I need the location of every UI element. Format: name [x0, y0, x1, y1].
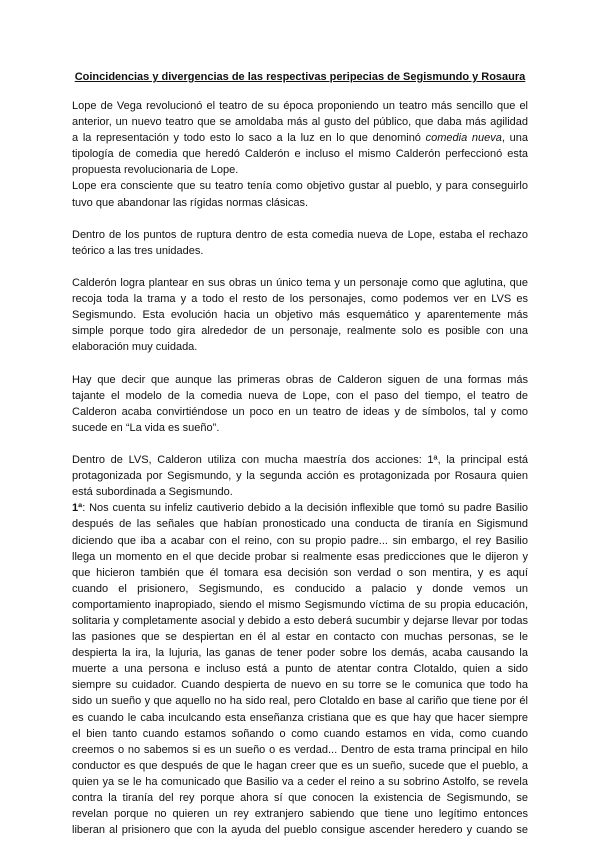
italic-text: comedia nueva: [425, 132, 502, 145]
text-line: [72, 162, 528, 178]
text-line: [72, 323, 528, 339]
paragraph: [72, 452, 528, 500]
text-line: [72, 613, 528, 629]
paragraph: [72, 178, 528, 210]
paragraph-spacer: [72, 211, 528, 227]
text-segment: el bien tanto cuando estamos soñando o como cuando estamos en vida, como cuando: [72, 727, 528, 740]
text-segment: que hicieron también que él tomara esa decisión son verdad o son mentira, y es aquí: [72, 566, 528, 579]
paragraph-spacer: [72, 259, 528, 275]
text-segment: elaboración muy cuidada.: [72, 341, 198, 354]
text-line: [72, 227, 528, 243]
text-segment: después de las señales que habían pronosticado una conducta de tiranía en Sigismund: [72, 518, 528, 531]
text-line: [72, 146, 528, 162]
text-line: [72, 307, 528, 323]
text-line: [72, 420, 528, 436]
text-segment: está subordinada a Segismundo.: [72, 486, 233, 499]
text-segment: tipología de comedia que heredó Calderón e incluso el mismo Calderón perfeccionó esta: [72, 148, 528, 161]
text-line: [72, 98, 528, 114]
text-segment: Calderón logra plantear en sus obras un único tema y un personaje como que aglutina, que: [72, 277, 528, 290]
text-segment: creemos o no sabemos si es un sueño o es verdad... Dentro de esta trama principal en hilo: [72, 743, 528, 756]
text-line: [72, 484, 528, 500]
text-line: [72, 195, 528, 211]
text-segment: Hay que decir que aunque las primeras obras de Calderon siguen de una formas más: [72, 373, 528, 386]
text-segment: conductor es que después de que le hagan creer que es un sueño, sucede que el pueblo, a: [72, 759, 528, 772]
text-line: [72, 339, 528, 355]
text-segment: cuando el prisionero, Segismundo, es conducido a palacio y donde vemos un: [72, 582, 528, 595]
text-segment: sucede en “La vida es sueño”.: [72, 421, 220, 434]
text-line: [72, 372, 528, 388]
text-segment: es cuando le caba inculcando esta enseñanza cristiana que es que hay que hacer siempre: [72, 711, 528, 724]
paragraph: [72, 98, 528, 178]
text-segment: teórico a las tres unidades.: [72, 244, 204, 257]
text-segment: propuesta revolucionaria de Lope.: [72, 164, 239, 177]
text-line: [72, 468, 528, 484]
text-line: [72, 629, 528, 645]
text-line: [72, 742, 528, 758]
text-segment: muerte a una persona e incluso está a punto de atentar contra Clotaldo, quien a sido: [72, 663, 528, 676]
text-segment: despierta la ira, la lujuria, las ganas de tener poder sobre los demás, acaba causando la: [72, 647, 528, 660]
paragraph-spacer: [72, 436, 528, 452]
text-segment: revelan porque no quieren un rey extranjero sabiendo que tiene uno legítimo entonces: [72, 808, 528, 821]
text-line: [72, 774, 528, 790]
paragraph: [72, 500, 528, 838]
text-segment: quien ya se le ha comunicado que Basilio va a ceder el reino a su sobrino Astolfo, se revela: [72, 775, 528, 788]
text-segment: comportamiento inapropiado, siendo el mismo Segismundo víctima de su propia educación,: [72, 598, 528, 611]
text-line: [72, 243, 528, 259]
text-line: [72, 645, 528, 661]
text-segment: a la representación y todo esto lo saco a la luz en lo que denominó: [72, 132, 426, 145]
text-line: [72, 565, 528, 581]
text-segment: las pasiones que se despiertan en él al estar en contacto con muchas personas, se le: [72, 631, 528, 644]
paragraph: [72, 275, 528, 355]
text-segment: siempre su cuidador. Cuando despierta de nuevo en su torre se le comunica que todo ha: [72, 679, 528, 692]
text-line: [72, 452, 528, 468]
text-line: [72, 533, 528, 549]
text-segment: liberan al prisionero que con la ayuda del pueblo consigue ascender heredero y cuando se: [72, 824, 528, 837]
text-segment: Dentro de LVS, Calderon utiliza con mucha maestría dos acciones: 1ª, la principal está: [72, 454, 528, 467]
text-line: [72, 661, 528, 677]
document-title: Coincidencias y divergencias de las respectivas peripecias de Segismundo y Rosaura: [74, 71, 526, 83]
text-segment: Lope de Vega revolucionó el teatro de su época proponiendo un teatro más sencillo que el: [72, 100, 528, 112]
text-line: [72, 291, 528, 307]
text-segment: simple porque todo gira alrededor de un personaje, realmente solo es posible con una: [72, 325, 528, 338]
text-segment: : Nos cuenta su infeliz cautiverio debido a la decisión inflexible que tomó su padre Basilio: [82, 502, 528, 515]
text-segment: diciendo que iba a acabar con el reino, con su propio padre... sin embargo, el rey Basilio: [72, 534, 528, 547]
text-segment: anterior, un nuevo teatro que se amoldaba más al gusto del público, que daba más agilidad: [72, 116, 528, 129]
text-segment: recoja toda la trama y a todo el resto de los personajes, como podemos ver en LVS es: [72, 293, 528, 306]
text-line: [72, 275, 528, 291]
text-line: [72, 677, 528, 693]
text-line: [72, 693, 528, 709]
paragraph-spacer: [72, 356, 528, 372]
text-segment: contra la tiranía del rey porque ahora sí que conocen la existencia de Segismundo, se: [72, 792, 528, 805]
text-line: [72, 806, 528, 822]
text-line: [72, 388, 528, 404]
text-line: [72, 549, 528, 565]
text-line: [72, 597, 528, 613]
text-segment: Dentro de los puntos de ruptura dentro de esta comedia nueva de Lope, estaba el rechazo: [72, 228, 528, 241]
text-segment: protagonizada por Segismundo, y la segunda acción es protagonizada por Rosaura quien: [72, 470, 528, 483]
text-line: [72, 758, 528, 774]
text-line: [72, 790, 528, 806]
text-segment: Lope era consciente que su teatro tenía como objetivo gustar al pueblo, y para conseguirlo: [72, 180, 528, 193]
text-segment: solitaria y completamente asocial y debido a esto deberá sucumbir y dejarse llevar por todas: [72, 615, 528, 627]
text-line: [72, 178, 528, 194]
text-line: [72, 710, 528, 726]
text-line: [72, 404, 528, 420]
text-line: [72, 822, 528, 838]
text-line: [72, 581, 528, 597]
text-line: [72, 114, 528, 130]
text-segment: , una: [501, 132, 528, 145]
paragraph: [72, 372, 528, 436]
text-line: [72, 726, 528, 742]
paragraph: [72, 227, 528, 259]
text-segment: llega un momento en el que decide probar si realmente esas predicciones que le dijeron y: [72, 550, 528, 563]
text-line: [72, 516, 528, 532]
text-line: [72, 130, 528, 146]
bold-text: 1ª: [72, 502, 83, 515]
text-segment: sido un sueño y que aquello no ha sido real, pero Clotaldo en base al cariño que tiene por él: [72, 695, 528, 708]
document-body: [72, 98, 528, 838]
text-segment: tuvo que abandonar las rígidas normas clásicas.: [72, 196, 309, 209]
text-line: [72, 500, 528, 516]
text-segment: Segismundo. Esta evolución hacia un objetivo más esquemático y aparentemente más: [72, 309, 528, 322]
text-segment: tajante el modelo de la comedia nueva de Lope, con el paso del tiempo, el teatro de: [72, 389, 528, 402]
text-segment: Calderon acaba convirtiéndose un poco en un teatro de ideas y de símbolos, tal y como: [72, 405, 528, 418]
